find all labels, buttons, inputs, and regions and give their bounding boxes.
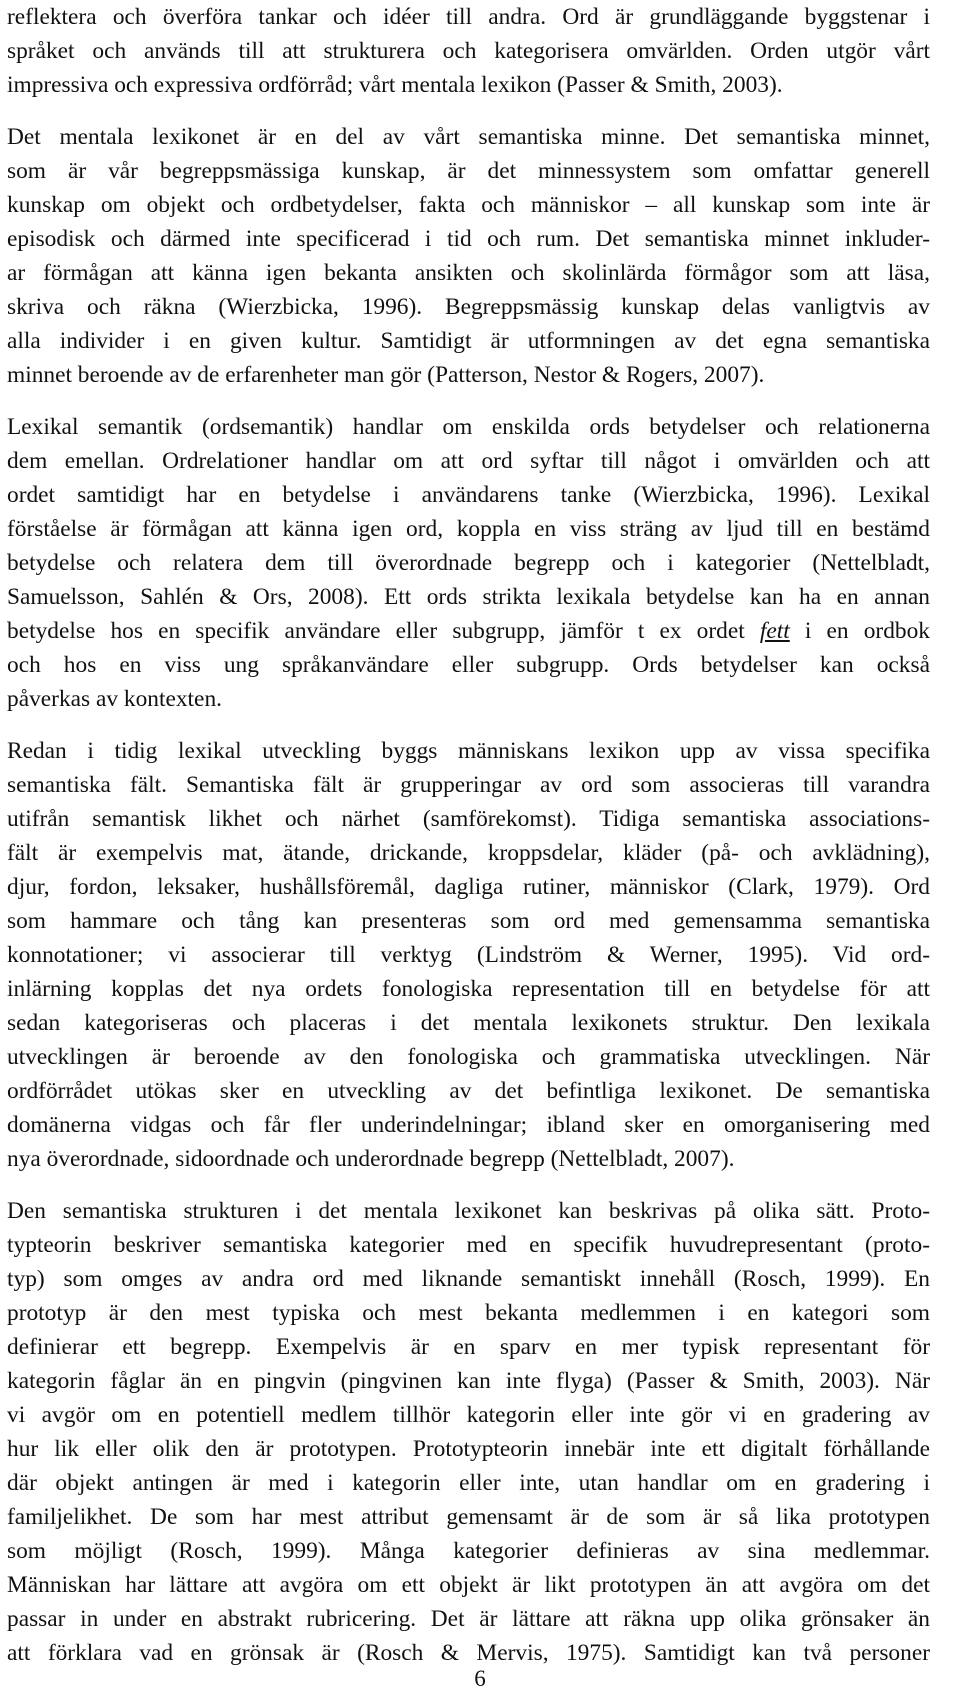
- text-line: Den semantiska strukturen i det mentala lexikonet kan beskrivas på olika sätt. Proto-: [7, 1198, 930, 1224]
- text-line: hur lik eller olik den är prototypen. Prototypteorin innebär inte ett digitalt förhållande: [7, 1436, 930, 1462]
- text-line: att förklara vad en grönsak är (Rosch & Mervis, 1975). Samtidigt kan två personer: [7, 1640, 930, 1666]
- text-line: typteorin beskriver semantiska kategorier med en specifik huvudrepresentant (proto-: [7, 1232, 930, 1258]
- text-line: sedan kategoriseras och placeras i det mentala lexikonets struktur. Den lexikala: [7, 1010, 930, 1036]
- text-line: dem emellan. Ordrelationer handlar om att ord syftar till något i omvärlden och att: [7, 448, 930, 474]
- text-line: ordet samtidigt har en betydelse i användarens tanke (Wierzbicka, 1996). Lexikal: [7, 482, 930, 508]
- text-line: och hos en viss ung språkanvändare eller subgrupp. Ords betydelser kan också: [7, 652, 930, 678]
- text-line-with-italic: betydelse hos en specifik användare eller subgrupp, jämför t ex ordet fett i en ordbok: [7, 618, 930, 644]
- text-line: djur, fordon, leksaker, hushållsföremål, dagliga rutiner, människor (Clark, 1979). Ord: [7, 874, 930, 900]
- text-line: minnet beroende av de erfarenheter man gör (Patterson, Nestor & Rogers, 2007).: [7, 362, 765, 388]
- text-line: impressiva och expressiva ordförråd; vårt mentala lexikon (Passer & Smith, 2003).: [7, 72, 783, 98]
- text-line: Redan i tidig lexikal utveckling byggs människans lexikon upp av vissa specifika: [7, 738, 930, 764]
- text-line: språket och används till att strukturera och kategorisera omvärlden. Orden utgör vårt: [7, 38, 930, 64]
- text-line: reflektera och överföra tankar och idéer till andra. Ord är grundläggande byggstenar i: [7, 4, 930, 30]
- text-line: kunskap om objekt och ordbetydelser, fakta och människor – all kunskap som inte är: [7, 192, 930, 218]
- text-line: domänerna vidgas och får fler underindelningar; ibland sker en omorganisering med: [7, 1112, 930, 1138]
- text-line: episodisk och därmed inte specificerad i tid och rum. Det semantiska minnet inkluder-: [7, 226, 930, 252]
- text-line: kategorin fåglar än en pingvin (pingvinen kan inte flyga) (Passer & Smith, 2003). När: [7, 1368, 930, 1394]
- page-number: 6: [474, 1666, 486, 1691]
- text-line: passar in under en abstrakt rubricering. Det är lättare att räkna upp olika grönsaker än: [7, 1606, 930, 1632]
- text-line: Det mentala lexikonet är en del av vårt semantiska minne. Det semantiska minnet,: [7, 124, 930, 150]
- text-line: nya överordnade, sidoordnade och underordnade begrepp (Nettelbladt, 2007).: [7, 1146, 735, 1172]
- text-line: inlärning kopplas det nya ordets fonologiska representation till en betydelse för att: [7, 976, 930, 1002]
- text-line: som hammare och tång kan presenteras som ord med gemensamma semantiska: [7, 908, 930, 934]
- text-line: utifrån semantisk likhet och närhet (samförekomst). Tidiga semantiska associations-: [7, 806, 930, 832]
- italic-example-word: fett: [759, 618, 790, 644]
- text-line: ordförrådet utökas sker en utveckling av det befintliga lexikonet. De semantiska: [7, 1078, 930, 1104]
- text-line: ar förmågan att känna igen bekanta ansikten och skolinlärda förmågor som att läsa,: [7, 260, 930, 286]
- text-line: familjelikhet. De som har mest attribut gemensamt är de som är så lika prototypen: [7, 1504, 930, 1530]
- text-line: utvecklingen är beroende av den fonologiska och grammatiska utvecklingen. När: [7, 1044, 930, 1070]
- text-line: konnotationer; vi associerar till verktyg (Lindström & Werner, 1995). Vid ord-: [7, 942, 930, 968]
- text-line: Lexikal semantik (ordsemantik) handlar om enskilda ords betydelser och relationerna: [7, 414, 930, 440]
- text-line: som är vår begreppsmässiga kunskap, är det minnessystem som omfattar generell: [7, 158, 930, 184]
- text-line: skriva och räkna (Wierzbicka, 1996). Begreppsmässig kunskap delas vanligtvis av: [7, 294, 930, 320]
- text-line: påverkas av kontexten.: [7, 686, 222, 712]
- text-line: Samuelsson, Sahlén & Ors, 2008). Ett ords strikta lexikala betydelse kan ha en annan: [7, 584, 930, 610]
- text-line: som möjligt (Rosch, 1999). Många kategorier definieras av sina medlemmar.: [7, 1538, 930, 1564]
- text-line: Människan har lättare att avgöra om ett objekt är likt prototypen än att avgöra om det: [7, 1572, 930, 1598]
- text-line: fält är exempelvis mat, ätande, drickande, kroppsdelar, kläder (på- och avklädning),: [7, 840, 930, 866]
- text-line: definierar ett begrepp. Exempelvis är en sparv en mer typisk representant för: [7, 1334, 930, 1360]
- text-line: alla individer i en given kultur. Samtidigt är utformningen av det egna semantiska: [7, 328, 930, 354]
- text-line: vi avgör om en potentiell medlem tillhör kategorin eller inte gör vi en gradering av: [7, 1402, 930, 1428]
- text-line: betydelse och relatera dem till överordnade begrepp och i kategorier (Nettelbladt,: [7, 550, 930, 576]
- text-line: semantiska fält. Semantiska fält är grupperingar av ord som associeras till varandra: [7, 772, 930, 798]
- text-line: där objekt antingen är med i kategorin eller inte, utan handlar om en gradering i: [7, 1470, 930, 1496]
- text-line: förståelse är förmågan att känna igen ord, koppla en viss sträng av ljud till en bestämd: [7, 516, 930, 542]
- text-line: typ) som omges av andra ord med liknande semantiskt innehåll (Rosch, 1999). En: [7, 1266, 930, 1292]
- text-line: prototyp är den mest typiska och mest bekanta medlemmen i en kategori som: [7, 1300, 930, 1326]
